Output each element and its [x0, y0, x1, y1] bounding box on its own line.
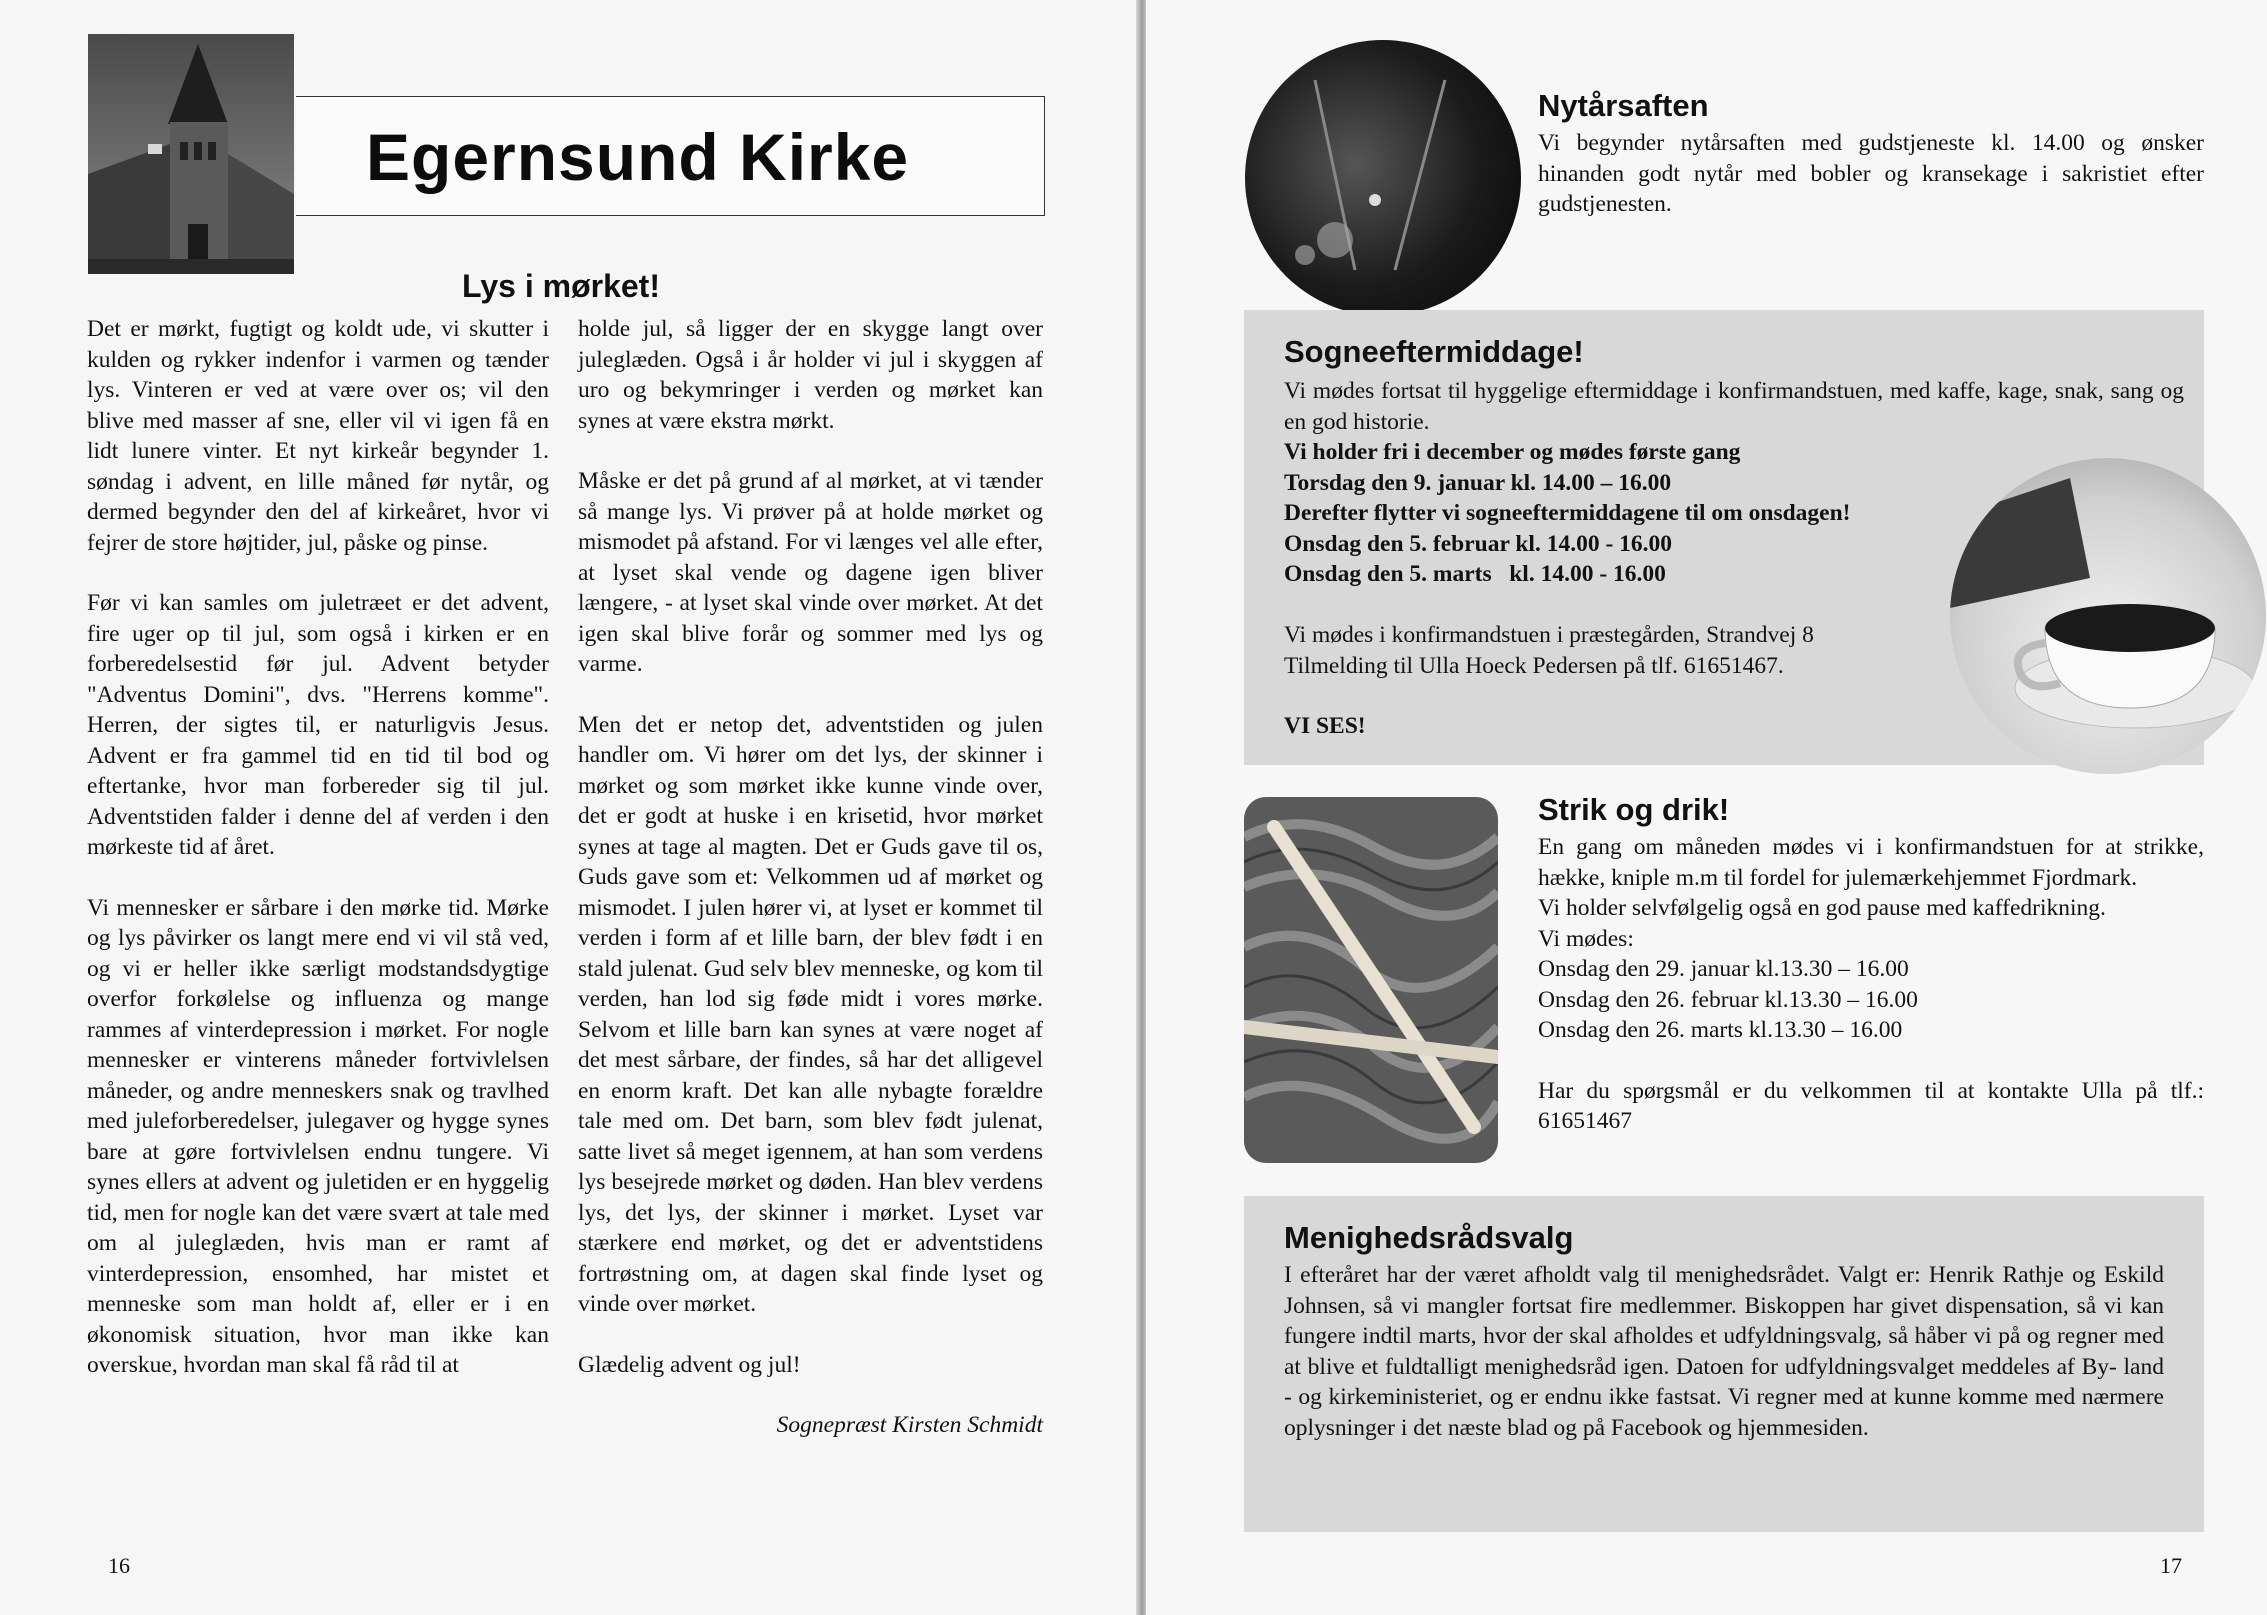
article-paragraph: Før vi kan samles om juletræet er det advent, fire uger op til jul, som også i kirken er en forberedelsestid før jul. Advent betyder "Adventus Domini", dvs. "Herrens komme". Herren, der sigtes til, er naturligvis Jesus. Advent er fra gammel tid en tid til bod og eftertanke, hvor man forbereder sig til jul. Adventstiden falder i denne del af verden i den mørkeste tid af året.	[87, 590, 549, 860]
article-paragraph: Det er mørkt, fugtigt og koldt ude, vi skutter i kulden og rykker indenfor i varmen og tænder lys. Vinteren er ved at være over os; vil den blive med masser af sne, eller vil vi igen få en lidt lunere vinter. Et nyt kirkeår begynder 1. søndag i advent, en lille måned før nytår, og dermed begynder den del af kirkeåret, hvor vi fejrer de store højtider, jul, påske og pinse.	[87, 316, 549, 556]
strik-contact: Har du spørgsmål er du velkommen til at kontakte Ulla på tlf.: 61651467	[1538, 1077, 2204, 1134]
valg-text: I efteråret har der været afholdt valg til menighedsrådet. Valgt er: Henrik Rathje og Eskild Johnsen, så vi mangler fortsat fire medlemmer. Biskoppen har givet dispensation, så vi kan fungere indtil marts, hvor der skal afholdes et udfyldningsvalg, så håber vi på og regner med at blive et fuldtalligt menighedsråd igen. Datoen for udfyldningsvalget meddeles af By- land - og kirkeministeriet, og er endnu ikke fastsat. Vi regner med at kunne komme med nærmere oplysninger i det næste blad og på Facebook og hjemmesiden.	[1284, 1262, 2164, 1441]
valg-section	[1284, 1220, 2164, 1443]
article-paragraph: Måske er det på grund af al mørket, at vi tænder så mange lys. Vi prøver på at holde mørket og mismodet på afstand. For vi længes vel alle efter, at lyset skal vende og dagene igen bliver længere, - at lyset skal vinde over mørket. At det igen skal blive forår og sommer med lys og varme.	[578, 468, 1043, 677]
sogne-bold-line: Onsdag den 5. marts kl. 14.00 - 16.00	[1284, 561, 1666, 587]
strik-meet-label: Vi mødes:	[1538, 925, 1634, 952]
sogne-section	[1284, 334, 1984, 370]
signature: Sognepræst Kirsten Schmidt	[776, 1412, 1043, 1438]
article-subtitle: Lys i mørket!	[462, 268, 660, 304]
sogne-location: Vi mødes i konfirmandstuen i præstegården, Strandvej 8	[1284, 622, 1814, 648]
sogne-bold-line: Torsdag den 9. januar kl. 14.00 – 16.00	[1284, 469, 1672, 496]
article-paragraph: Vi mennesker er sårbare i den mørke tid. Mørke og lys påvirker os langt mere end vi vil stå ved, og vi er heller ikke særligt modstandsdygtige overfor forkølelse og influenza og mange rammes af vinterdepression i mørket. For nogle mennesker er vinterens måneder fortvivlelsen måneder, og andre menneskers snak og travlhed med juleforberedelser, julegaver og hygge synes bare at gøre fortvivlelsen endnu tungere. Vi synes ellers at advent og juletiden er en hyggelig tid, men for nogle kan det være svært at tale med om al juleglæden, hvis man er ramt af vinterdepression, ensomhed, har mistet et menneske som man holdt af, eller er i en økonomisk situation, hvor man ikke kan overskue, hvordan man skal få råd til at	[87, 894, 549, 1378]
sogne-bold-line: Derefter flytter vi sogneeftermiddagene til om onsdagen!	[1284, 500, 1851, 526]
valg-heading: Menighedsrådsvalg	[1284, 1220, 1574, 1255]
page-number: 17	[2160, 1553, 2182, 1578]
strik-date: Onsdag den 26. marts kl.13.30 – 16.00	[1538, 1017, 1903, 1043]
sogne-signup: Tilmelding til Ulla Hoeck Pedersen på tlf. 61651467.	[1284, 652, 1784, 679]
strik-heading: Strik og drik!	[1538, 792, 1730, 827]
sogne-bold-line: Onsdag den 5. februar kl. 14.00 - 16.00	[1284, 530, 1673, 557]
nytaar-text: Vi begynder nytårsaften med gudstjeneste kl. 14.00 og ønsker hinanden godt nytår med bobler og kransekage i sakristiet efter gudstjenesten.	[1538, 130, 2204, 217]
article-closing: Glædelig advent og jul!	[578, 1351, 801, 1378]
sogne-info	[1284, 620, 1964, 742]
strik-section	[1538, 792, 2204, 1137]
nytaar-heading: Nytårsaften	[1538, 88, 1709, 123]
knitting-photo	[1244, 797, 1498, 1163]
article-paragraph: Men det er netop det, adventstiden og julen handler om. Vi hører om det lys, der skinner i mørket og som mørket ikke kunne vinde over, det er godt at huske i en krisetid, hvor mørket synes at tage al magten. Det er Guds gave til os, Guds gave som et: Velkommen ud af mørket og mismodet. I julen hører vi, at lyset er kommet til verden i form af et lille barn, der blev født i en stald julenat. Gud selv blev menneske, og kom til verden, han lod sig føde midt i vores mørke. Selvom et lille barn kan synes at være noget af det mest sårbare, der findes, så har det alligevel en enorm kraft. Det kan alle nybagte forældre tale med om. Det barn, som blev født julenat, satte livet så meget igennem, at han som verdens lys besejrede mørket og døden. Han blev verdens lys, det lys, der skinner i mørket. Lyset var stærkere end mørket, og det er adventstidens fortrøstning om, at dagen skal finde lyset og vinde over mørket.	[578, 711, 1043, 1317]
sogne-dates	[1284, 437, 1984, 590]
title-box	[296, 96, 1045, 216]
sogne-closing: VI SES!	[1284, 713, 1366, 739]
strik-intro: En gang om måneden mødes vi i konfirmandstuen for at strikke, hække, kniple m.m til fordel for julemærkehjemmet Fjordmark.	[1538, 834, 2204, 891]
strik-date: Onsdag den 26. februar kl.13.30 – 16.00	[1538, 986, 1918, 1013]
sogne-bold-line: Vi holder fri i december og mødes første gang	[1284, 439, 1741, 465]
sogne-intro: Vi mødes fortsat til hyggelige eftermiddage i konfirmandstuen, med kaffe, kage, snak, sang og en god historie.	[1284, 378, 2184, 435]
strik-coffee: Vi holder selvfølgelig også en god pause med kaffedrikning.	[1538, 895, 2106, 921]
coffee-cup-photo	[1950, 458, 2266, 774]
sogne-heading: Sogneeftermiddage!	[1284, 334, 1584, 369]
strik-date: Onsdag den 29. januar kl.13.30 – 16.00	[1538, 956, 1909, 982]
article-column-1	[87, 314, 549, 1411]
article-paragraph: holde jul, så ligger der en skygge langt over juleglæden. Også i år holder vi jul i skyggen af uro og bekymringer i verden og mørket kan synes at være ekstra mørkt.	[578, 316, 1043, 434]
article-column-2	[578, 314, 1043, 1471]
church-photo	[88, 34, 294, 274]
page-title: Egernsund Kirke	[366, 120, 910, 194]
nytaar-section	[1538, 88, 2204, 220]
page-number: 16	[108, 1553, 130, 1578]
champagne-photo	[1245, 40, 1521, 316]
